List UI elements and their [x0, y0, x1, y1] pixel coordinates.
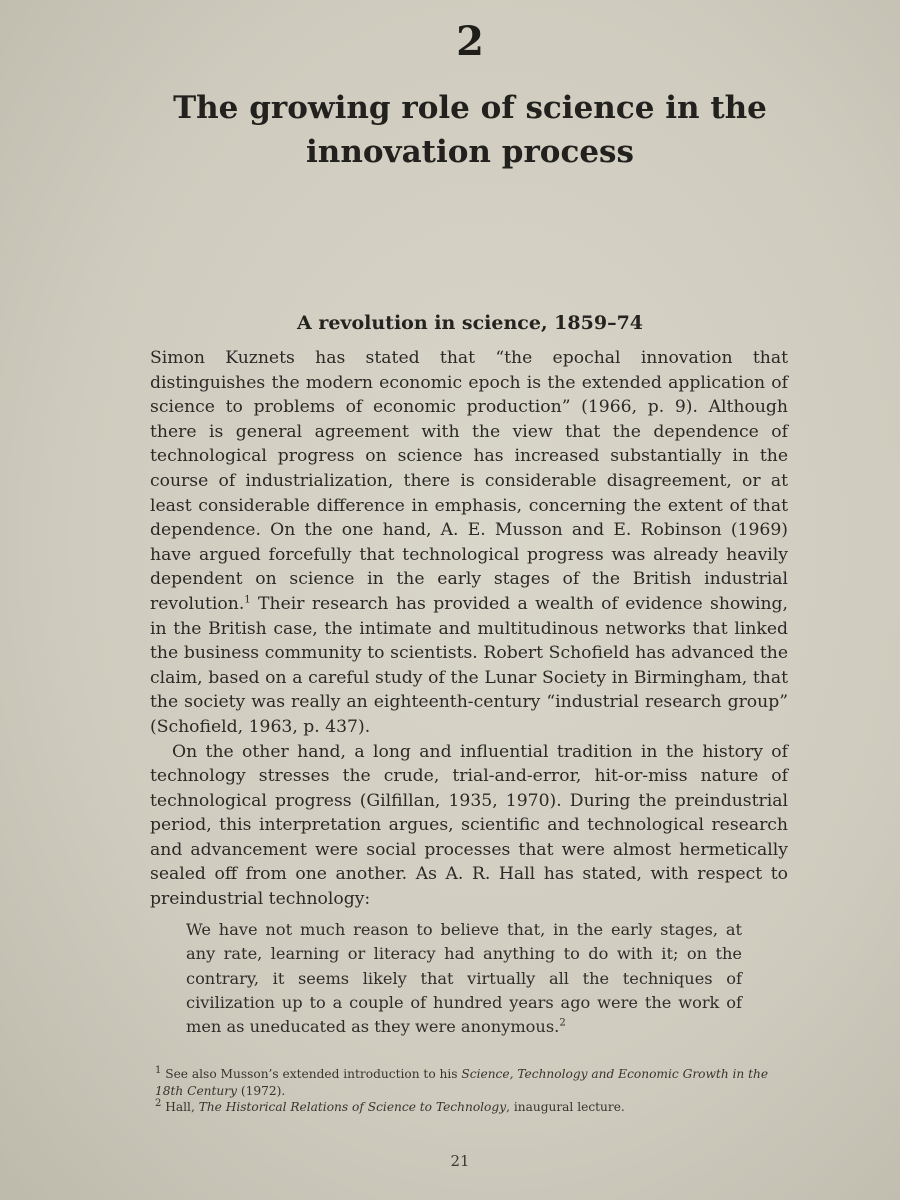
- facing-page-bleed: [10, 90, 120, 115]
- footnote-2-mark: 2: [155, 1097, 162, 1109]
- section-heading: A revolution in science, 1859–74: [296, 312, 644, 334]
- footnote-1-tail: (1972).: [236, 1083, 286, 1098]
- footnote-2-title: The Historical Relations of Science to Technology: [198, 1100, 507, 1114]
- chapter-title: The growing role of science in the innovation process: [173, 90, 767, 170]
- paragraph-1-part-a: Simon Kuznets has stated that “the epochal innovation that distinguishes the modern economic epoch is the extended application of science to problems of economic production” (1966, p. 9). Although there is general agreement with the view that the dependence of technological progress on science has increased substantially in the course of industrialization, there is considerable disagreement, or at least considerable difference in emphasis, concerning the extent of that dependence. On the one hand, A. E. Musson and E. Robinson (1969) have argued forcefully that technological progress was already heavily dependent on science in the early stages of the British industrial revolution.: [150, 348, 788, 614]
- footnote-ref-2: 2: [559, 1017, 566, 1029]
- footnote-1-title: Science, Technology and Economic Growth in the 18th Century: [155, 1067, 769, 1098]
- footnote-1: [155, 1066, 795, 1099]
- footnotes: [155, 1066, 795, 1116]
- body-text: [150, 346, 788, 912]
- footnote-2-text: Hall,: [161, 1100, 199, 1114]
- chapter-number: 2: [456, 18, 484, 65]
- block-quote: [186, 918, 742, 1039]
- footnote-1-mark: 1: [155, 1064, 162, 1076]
- footnote-2-tail: , inaugural lecture.: [506, 1100, 625, 1114]
- footnote-ref-1: 1: [244, 594, 251, 606]
- footnote-1-text: See also Musson’s extended introduction to his: [161, 1067, 462, 1081]
- paragraph-1: [150, 346, 788, 740]
- quote-text: We have not much reason to believe that, in the early stages, at any rate, learning or literacy had anything to do with it; on the contrary, it seems likely that virtually all the techniques of civilization up to a couple of hundred years ago were the work of men as uneducated as they were anonymous.: [186, 920, 742, 1037]
- paragraph-2: On the other hand, a long and influential tradition in the history of technology stresses the crude, trial-and-error, hit-or-miss nature of technological progress (Gilfillan, 1935, 1970). During the preindustrial period, this interpretation argues, scientific and technological research and advancement were social processes that were almost hermetically sealed off from one another. As A. R. Hall has stated, with respect to preindustrial technology:: [150, 741, 788, 910]
- footnote-2: [155, 1099, 795, 1116]
- page-number: 21: [450, 1152, 470, 1170]
- paragraph-1-part-b: Their research has provided a wealth of evidence showing, in the British case, the intimate and multitudinous networks that linked the business community to scientists. Robert Schofield has advanced the claim, based on a careful study of the Lunar Society in Birmingham, that the society was really an eighteenth-century “industrial research group” (Schofield, 1963, p. 437).: [150, 593, 788, 737]
